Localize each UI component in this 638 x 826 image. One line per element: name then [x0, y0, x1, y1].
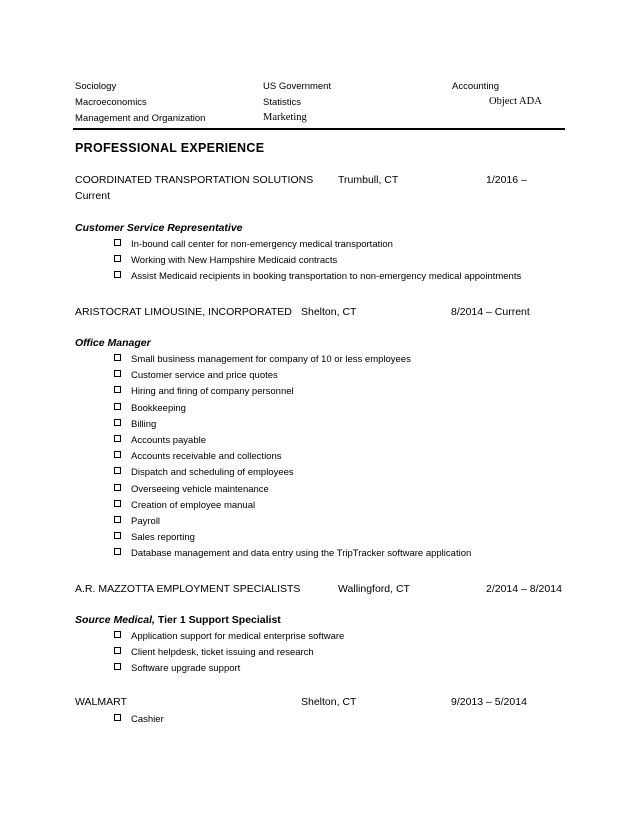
list-item: Billing	[114, 417, 471, 433]
course-sociology: Sociology	[75, 81, 117, 92]
checkbox-bullet-icon	[114, 484, 121, 491]
list-item: Client helpdesk, ticket issuing and research	[114, 645, 344, 661]
employer-name: ARISTOCRAT LIMOUSINE, INCORPORATED	[75, 306, 292, 318]
employer-location: Wallingford, CT	[338, 583, 410, 595]
duties-list	[114, 237, 521, 286]
employment-dates: 8/2014 – Current	[451, 306, 530, 318]
employer-name: WALMART	[75, 696, 127, 708]
checkbox-bullet-icon	[114, 647, 121, 654]
employment-dates: 2/2014 – 8/2014	[486, 583, 562, 595]
list-item: Cashier	[114, 712, 164, 728]
employment-dates-cont: Current	[75, 190, 111, 202]
checkbox-bullet-icon	[114, 548, 121, 555]
course-marketing: Marketing	[263, 112, 307, 123]
list-item: Accounts receivable and collections	[114, 449, 471, 465]
checkbox-bullet-icon	[114, 370, 121, 377]
checkbox-bullet-icon	[114, 239, 121, 246]
checkbox-bullet-icon	[114, 435, 121, 442]
checkbox-bullet-icon	[114, 403, 121, 410]
list-item: Database management and data entry using the TripTracker software application	[114, 546, 471, 562]
checkbox-bullet-icon	[114, 714, 121, 721]
list-item: In-bound call center for non-emergency medical transportation	[114, 237, 521, 253]
course-us-government: US Government	[263, 81, 332, 92]
job-title-company: Source Medical,	[75, 614, 155, 626]
job-title: Office Manager	[75, 337, 151, 349]
checkbox-bullet-icon	[114, 532, 121, 539]
list-item: Application support for medical enterprise software	[114, 629, 344, 645]
list-item: Sales reporting	[114, 530, 471, 546]
list-item: Accounts payable	[114, 433, 471, 449]
list-item: Hiring and firing of company personnel	[114, 384, 471, 400]
checkbox-bullet-icon	[114, 631, 121, 638]
employer-name: COORDINATED TRANSPORTATION SOLUTIONS	[75, 174, 314, 186]
checkbox-bullet-icon	[114, 516, 121, 523]
checkbox-bullet-icon	[114, 451, 121, 458]
course-statistics: Statistics	[263, 97, 302, 108]
checkbox-bullet-icon	[114, 419, 121, 426]
checkbox-bullet-icon	[114, 386, 121, 393]
duties-list	[114, 629, 344, 678]
duties-list	[114, 352, 471, 562]
checkbox-bullet-icon	[114, 500, 121, 507]
duties-list	[114, 712, 164, 728]
employer-location: Shelton, CT	[301, 306, 357, 318]
list-item: Overseeing vehicle maintenance	[114, 482, 471, 498]
list-item: Dispatch and scheduling of employees	[114, 465, 471, 481]
course-management: Management and Organization	[75, 113, 206, 124]
employer-location: Shelton, CT	[301, 696, 357, 708]
list-item: Bookkeeping	[114, 401, 471, 417]
list-item: Creation of employee manual	[114, 498, 471, 514]
job-title: Customer Service Representative	[75, 222, 243, 234]
list-item: Working with New Hampshire Medicaid contracts	[114, 253, 521, 269]
employer-location: Trumbull, CT	[338, 174, 399, 186]
list-item: Small business management for company of 10 or less employees	[114, 352, 471, 368]
employment-dates: 1/2016 –	[486, 174, 527, 186]
job-title	[75, 614, 281, 626]
list-item: Customer service and price quotes	[114, 368, 471, 384]
section-title: PROFESSIONAL EXPERIENCE	[75, 141, 265, 155]
section-divider	[73, 128, 565, 130]
employment-dates: 9/2013 – 5/2014	[451, 696, 527, 708]
checkbox-bullet-icon	[114, 354, 121, 361]
list-item: Payroll	[114, 514, 471, 530]
course-macroeconomics: Macroeconomics	[75, 97, 147, 108]
list-item: Software upgrade support	[114, 661, 344, 677]
course-object-ada: Object ADA	[489, 96, 542, 107]
checkbox-bullet-icon	[114, 255, 121, 262]
job-title-role: Tier 1 Support Specialist	[154, 614, 281, 626]
checkbox-bullet-icon	[114, 467, 121, 474]
checkbox-bullet-icon	[114, 271, 121, 278]
list-item: Assist Medicaid recipients in booking transportation to non-emergency medical appointments	[114, 269, 521, 285]
employer-name: A.R. MAZZOTTA EMPLOYMENT SPECIALISTS	[75, 583, 301, 595]
course-accounting: Accounting	[452, 81, 500, 92]
checkbox-bullet-icon	[114, 663, 121, 670]
